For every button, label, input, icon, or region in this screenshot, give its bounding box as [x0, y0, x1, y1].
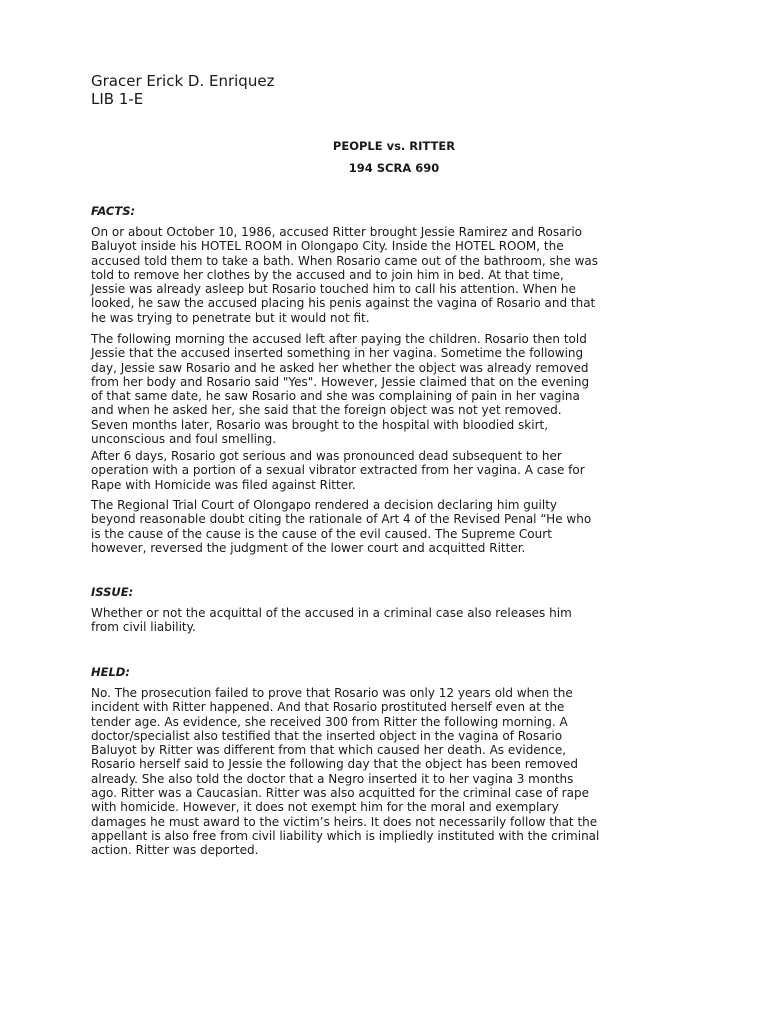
issue-heading: ISSUE:: [91, 585, 134, 599]
case-title: PEOPLE vs. RITTER: [332, 139, 456, 153]
issue-paragraph: Whether or not the acquittal of the accused in a criminal case also releases him from civil liability.: [91, 606, 572, 635]
case-citation: 194 SCRA 690: [348, 161, 440, 175]
facts-paragraph-1: On or about October 10, 1986, accused Ritter brought Jessie Ramirez and Rosario Baluyot inside his HOTEL ROOM in Olongapo City. Inside the HOTEL ROOM, the accused told them to take a bath. When Rosario came out of the bathroom, she was told to remove her clothes by the accused and to join him in bed. At that time, Jessie was already asleep but Rosario touched him to call his attention. When he looked, he saw the accused placing his penis against the vagina of Rosario and that he was trying to penetrate but it would not fit.: [91, 225, 599, 325]
author-name: Gracer Erick D. Enriquez: [91, 72, 275, 90]
facts-paragraph-2: The following morning the accused left after paying the children. Rosario then told Jessie that the accused inserted something in her vagina. Sometime the following day, Jessie saw Rosario and he asked her whether the object was already removed from her body and Rosario said "Yes". However, Jessie claimed that on the evening of that same date, he saw Rosario and she was complaining of pain in her vagina and when he asked her, she said that the foreign object was not yet removed. Seven months later, Rosario was brought to the hospital with bloodied skirt, unconscious and foul smelling.: [91, 332, 590, 447]
held-paragraph: No. The prosecution failed to prove that Rosario was only 12 years old when the incident with Ritter happened. And that Rosario prostituted herself even at the tender age. As evidence, she received 300 from Ritter the following morning. A doctor/specialist also testified that the inserted object in the vagina of Rosario Baluyot by Ritter was different from that which caused her death. As evidence, Rosario herself said to Jessie the following day that the object has been removed already. She also told the doctor that a Negro inserted it to her vagina 3 months ago. Ritter was a Caucasian. Ritter was also acquitted for the criminal case of rape with homicide. However, it does not exempt him for the moral and exemplary damages he must award to the victim’s heirs. It does not necessarily follow that the appellant is also free from civil liability which is impliedly instituted with the criminal action. Ritter was deported.: [91, 686, 600, 858]
held-heading: HELD:: [91, 665, 130, 679]
author-block: [91, 72, 274, 108]
facts-heading: FACTS:: [91, 204, 136, 218]
facts-paragraph-3: After 6 days, Rosario got serious and was pronounced dead subsequent to her operation with a portion of a sexual vibrator extracted from her vagina. A case for Rape with Homicide was filed against Ritter.: [91, 449, 585, 492]
class-section: LIB 1-E: [91, 90, 144, 108]
facts-paragraph-4: The Regional Trial Court of Olongapo rendered a decision declaring him guilty beyond reasonable doubt citing the rationale of Art 4 of the Revised Penal “He who is the cause of the cause is the cause of the evil caused. The Supreme Court however, reversed the judgment of the lower court and acquitted Ritter.: [91, 498, 592, 555]
